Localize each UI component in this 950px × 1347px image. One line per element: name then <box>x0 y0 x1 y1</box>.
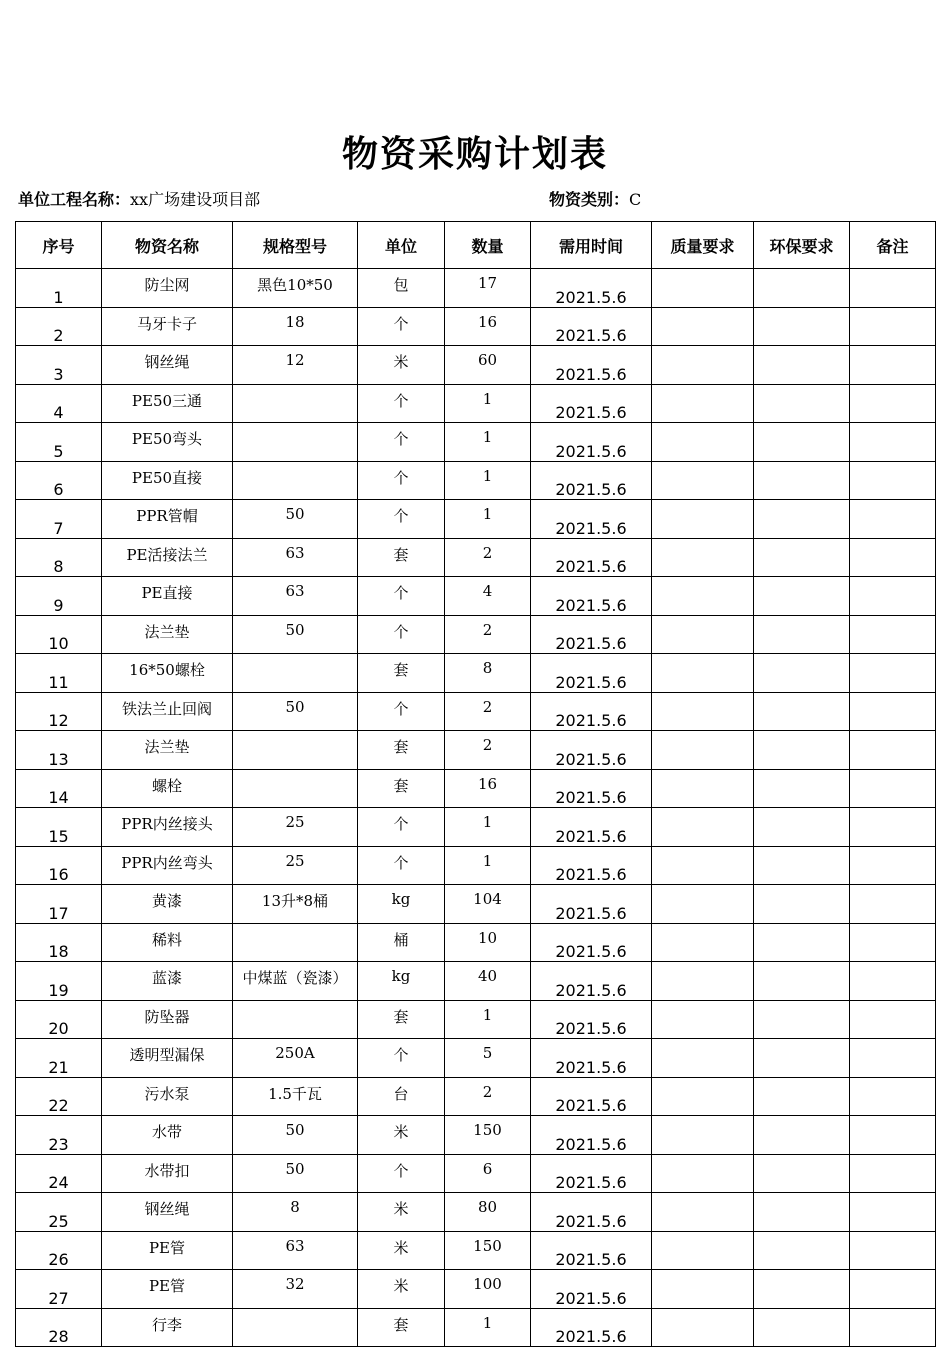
unit-cell: 套 <box>358 538 445 577</box>
remarks-cell <box>850 769 936 808</box>
category-value: C <box>629 190 642 209</box>
required-date-cell: 2021.5.6 <box>531 1000 652 1039</box>
table-row <box>16 384 936 423</box>
quantity-cell: 1 <box>445 384 531 423</box>
row-number-cell: 4 <box>16 384 102 423</box>
remarks-cell <box>850 1231 936 1270</box>
table-row <box>16 1000 936 1039</box>
required-date-cell: 2021.5.6 <box>531 384 652 423</box>
quality-requirement-cell <box>652 269 754 308</box>
procurement-table <box>15 221 936 1347</box>
spec-model-cell <box>233 923 358 962</box>
quality-requirement-cell <box>652 615 754 654</box>
project-label: 单位工程名称： <box>18 190 131 209</box>
quantity-cell: 2 <box>445 615 531 654</box>
material-name-cell: 防尘网 <box>102 269 233 308</box>
material-name-cell: 黄漆 <box>102 885 233 924</box>
material-name-cell: 行李 <box>102 1308 233 1347</box>
quantity-cell: 2 <box>445 731 531 770</box>
required-date-cell: 2021.5.6 <box>531 885 652 924</box>
quantity-cell: 60 <box>445 346 531 385</box>
row-number-cell: 20 <box>16 1000 102 1039</box>
row-number-cell: 27 <box>16 1270 102 1309</box>
remarks-cell <box>850 346 936 385</box>
material-name-cell: 透明型漏保 <box>102 1039 233 1078</box>
required-date-cell: 2021.5.6 <box>531 769 652 808</box>
remarks-cell <box>850 1116 936 1155</box>
spec-model-cell: 50 <box>233 1154 358 1193</box>
quality-requirement-cell <box>652 885 754 924</box>
required-date-cell: 2021.5.6 <box>531 1193 652 1232</box>
required-date-cell: 2021.5.6 <box>531 500 652 539</box>
row-number-cell: 2 <box>16 307 102 346</box>
column-header: 需用时间 <box>531 222 652 269</box>
column-header: 规格型号 <box>233 222 358 269</box>
quantity-cell: 16 <box>445 769 531 808</box>
quality-requirement-cell <box>652 808 754 847</box>
unit-cell: 桶 <box>358 923 445 962</box>
quality-requirement-cell <box>652 346 754 385</box>
row-number-cell: 25 <box>16 1193 102 1232</box>
row-number-cell: 19 <box>16 962 102 1001</box>
material-name-cell: 污水泵 <box>102 1077 233 1116</box>
remarks-cell <box>850 1308 936 1347</box>
environmental-requirement-cell <box>754 1270 850 1309</box>
quality-requirement-cell <box>652 461 754 500</box>
remarks-cell <box>850 731 936 770</box>
quantity-cell: 17 <box>445 269 531 308</box>
unit-cell: 个 <box>358 307 445 346</box>
unit-cell: kg <box>358 885 445 924</box>
required-date-cell: 2021.5.6 <box>531 692 652 731</box>
spec-model-cell: 50 <box>233 1116 358 1155</box>
table-body <box>16 269 936 1347</box>
material-name-cell: PE管 <box>102 1270 233 1309</box>
environmental-requirement-cell <box>754 885 850 924</box>
required-date-cell: 2021.5.6 <box>531 307 652 346</box>
environmental-requirement-cell <box>754 307 850 346</box>
remarks-cell <box>850 885 936 924</box>
table-row <box>16 461 936 500</box>
required-date-cell: 2021.5.6 <box>531 1116 652 1155</box>
spec-model-cell: 1.5千瓦 <box>233 1077 358 1116</box>
material-name-cell: PE50弯头 <box>102 423 233 462</box>
environmental-requirement-cell <box>754 269 850 308</box>
table-row <box>16 1077 936 1116</box>
column-header: 质量要求 <box>652 222 754 269</box>
environmental-requirement-cell <box>754 923 850 962</box>
environmental-requirement-cell <box>754 1193 850 1232</box>
table-row <box>16 1231 936 1270</box>
environmental-requirement-cell <box>754 577 850 616</box>
quality-requirement-cell <box>652 692 754 731</box>
quality-requirement-cell <box>652 577 754 616</box>
material-name-cell: PE50直接 <box>102 461 233 500</box>
material-name-cell: 螺栓 <box>102 769 233 808</box>
unit-cell: 个 <box>358 808 445 847</box>
environmental-requirement-cell <box>754 384 850 423</box>
table-row <box>16 346 936 385</box>
material-name-cell: 水带扣 <box>102 1154 233 1193</box>
row-number-cell: 22 <box>16 1077 102 1116</box>
remarks-cell <box>850 692 936 731</box>
environmental-requirement-cell <box>754 1231 850 1270</box>
required-date-cell: 2021.5.6 <box>531 1154 652 1193</box>
remarks-cell <box>850 1039 936 1078</box>
quantity-cell: 1 <box>445 423 531 462</box>
table-header-row <box>16 222 936 269</box>
row-number-cell: 7 <box>16 500 102 539</box>
remarks-cell <box>850 461 936 500</box>
column-header: 物资名称 <box>102 222 233 269</box>
material-name-cell: 铁法兰止回阀 <box>102 692 233 731</box>
unit-cell: 套 <box>358 731 445 770</box>
material-name-cell: 法兰垫 <box>102 731 233 770</box>
remarks-cell <box>850 615 936 654</box>
spec-model-cell: 32 <box>233 1270 358 1309</box>
unit-cell: 套 <box>358 1000 445 1039</box>
quantity-cell: 2 <box>445 1077 531 1116</box>
table-row <box>16 654 936 693</box>
required-date-cell: 2021.5.6 <box>531 577 652 616</box>
material-name-cell: 马牙卡子 <box>102 307 233 346</box>
table-row <box>16 885 936 924</box>
material-name-cell: PE50三通 <box>102 384 233 423</box>
spec-model-cell <box>233 731 358 770</box>
material-name-cell: 钢丝绳 <box>102 346 233 385</box>
table-row <box>16 1270 936 1309</box>
column-header: 单位 <box>358 222 445 269</box>
table-row <box>16 769 936 808</box>
remarks-cell <box>850 384 936 423</box>
required-date-cell: 2021.5.6 <box>531 1077 652 1116</box>
table-row <box>16 1308 936 1347</box>
spec-model-cell <box>233 461 358 500</box>
required-date-cell: 2021.5.6 <box>531 808 652 847</box>
remarks-cell <box>850 423 936 462</box>
environmental-requirement-cell <box>754 769 850 808</box>
quantity-cell: 16 <box>445 307 531 346</box>
remarks-cell <box>850 1000 936 1039</box>
quantity-cell: 1 <box>445 846 531 885</box>
page-title: 物资采购计划表 <box>341 133 608 175</box>
unit-cell: 套 <box>358 1308 445 1347</box>
unit-cell: 套 <box>358 769 445 808</box>
remarks-cell <box>850 1154 936 1193</box>
table-row <box>16 1154 936 1193</box>
quantity-cell: 104 <box>445 885 531 924</box>
quality-requirement-cell <box>652 923 754 962</box>
required-date-cell: 2021.5.6 <box>531 654 652 693</box>
environmental-requirement-cell <box>754 808 850 847</box>
table-row <box>16 538 936 577</box>
unit-cell: kg <box>358 962 445 1001</box>
quality-requirement-cell <box>652 769 754 808</box>
table-row <box>16 1039 936 1078</box>
row-number-cell: 23 <box>16 1116 102 1155</box>
material-name-cell: PPR内丝接头 <box>102 808 233 847</box>
quality-requirement-cell <box>652 654 754 693</box>
unit-cell: 个 <box>358 423 445 462</box>
row-number-cell: 16 <box>16 846 102 885</box>
row-number-cell: 26 <box>16 1231 102 1270</box>
unit-cell: 米 <box>358 1270 445 1309</box>
quantity-cell: 10 <box>445 923 531 962</box>
material-name-cell: 水带 <box>102 1116 233 1155</box>
quantity-cell: 1 <box>445 461 531 500</box>
required-date-cell: 2021.5.6 <box>531 731 652 770</box>
unit-cell: 个 <box>358 1039 445 1078</box>
material-name-cell: PE活接法兰 <box>102 538 233 577</box>
spec-model-cell <box>233 1000 358 1039</box>
spec-model-cell: 8 <box>233 1193 358 1232</box>
material-name-cell: 稀料 <box>102 923 233 962</box>
unit-cell: 套 <box>358 654 445 693</box>
remarks-cell <box>850 962 936 1001</box>
unit-cell: 米 <box>358 346 445 385</box>
unit-cell: 个 <box>358 846 445 885</box>
quality-requirement-cell <box>652 307 754 346</box>
quantity-cell: 5 <box>445 1039 531 1078</box>
project-name <box>18 187 260 210</box>
row-number-cell: 18 <box>16 923 102 962</box>
quality-requirement-cell <box>652 1270 754 1309</box>
environmental-requirement-cell <box>754 615 850 654</box>
row-number-cell: 5 <box>16 423 102 462</box>
environmental-requirement-cell <box>754 654 850 693</box>
table-row <box>16 692 936 731</box>
material-name-cell: 16*50螺栓 <box>102 654 233 693</box>
column-header: 备注 <box>850 222 936 269</box>
project-value: xx广场建设项目部 <box>130 190 261 209</box>
quantity-cell: 1 <box>445 1000 531 1039</box>
remarks-cell <box>850 538 936 577</box>
quantity-cell: 8 <box>445 654 531 693</box>
spec-model-cell: 250A <box>233 1039 358 1078</box>
quantity-cell: 6 <box>445 1154 531 1193</box>
environmental-requirement-cell <box>754 692 850 731</box>
unit-cell: 包 <box>358 269 445 308</box>
unit-cell: 米 <box>358 1116 445 1155</box>
environmental-requirement-cell <box>754 1308 850 1347</box>
row-number-cell: 21 <box>16 1039 102 1078</box>
remarks-cell <box>850 1270 936 1309</box>
quantity-cell: 40 <box>445 962 531 1001</box>
unit-cell: 个 <box>358 577 445 616</box>
spec-model-cell: 25 <box>233 846 358 885</box>
table-row <box>16 615 936 654</box>
spec-model-cell: 50 <box>233 500 358 539</box>
row-number-cell: 24 <box>16 1154 102 1193</box>
remarks-cell <box>850 1193 936 1232</box>
quality-requirement-cell <box>652 1231 754 1270</box>
material-name-cell: PE直接 <box>102 577 233 616</box>
unit-cell: 米 <box>358 1231 445 1270</box>
quality-requirement-cell <box>652 846 754 885</box>
row-number-cell: 13 <box>16 731 102 770</box>
quality-requirement-cell <box>652 384 754 423</box>
required-date-cell: 2021.5.6 <box>531 1039 652 1078</box>
environmental-requirement-cell <box>754 1116 850 1155</box>
row-number-cell: 14 <box>16 769 102 808</box>
quality-requirement-cell <box>652 962 754 1001</box>
required-date-cell: 2021.5.6 <box>531 1270 652 1309</box>
quality-requirement-cell <box>652 1000 754 1039</box>
quality-requirement-cell <box>652 1116 754 1155</box>
unit-cell: 个 <box>358 461 445 500</box>
remarks-cell <box>850 269 936 308</box>
unit-cell: 米 <box>358 1193 445 1232</box>
row-number-cell: 15 <box>16 808 102 847</box>
environmental-requirement-cell <box>754 1154 850 1193</box>
required-date-cell: 2021.5.6 <box>531 538 652 577</box>
quality-requirement-cell <box>652 1077 754 1116</box>
quantity-cell: 1 <box>445 500 531 539</box>
remarks-cell <box>850 808 936 847</box>
row-number-cell: 8 <box>16 538 102 577</box>
spec-model-cell: 63 <box>233 577 358 616</box>
environmental-requirement-cell <box>754 731 850 770</box>
required-date-cell: 2021.5.6 <box>531 615 652 654</box>
table-row <box>16 923 936 962</box>
unit-cell: 个 <box>358 1154 445 1193</box>
quality-requirement-cell <box>652 1193 754 1232</box>
table-row <box>16 731 936 770</box>
table-row <box>16 500 936 539</box>
column-header: 环保要求 <box>754 222 850 269</box>
required-date-cell: 2021.5.6 <box>531 962 652 1001</box>
spec-model-cell <box>233 769 358 808</box>
remarks-cell <box>850 846 936 885</box>
required-date-cell: 2021.5.6 <box>531 1308 652 1347</box>
required-date-cell: 2021.5.6 <box>531 461 652 500</box>
unit-cell: 个 <box>358 500 445 539</box>
environmental-requirement-cell <box>754 962 850 1001</box>
spec-model-cell: 12 <box>233 346 358 385</box>
material-name-cell: PE管 <box>102 1231 233 1270</box>
required-date-cell: 2021.5.6 <box>531 269 652 308</box>
quality-requirement-cell <box>652 1154 754 1193</box>
column-header: 序号 <box>16 222 102 269</box>
remarks-cell <box>850 577 936 616</box>
material-name-cell: PPR内丝弯头 <box>102 846 233 885</box>
table-row <box>16 808 936 847</box>
row-number-cell: 17 <box>16 885 102 924</box>
row-number-cell: 6 <box>16 461 102 500</box>
table-row <box>16 846 936 885</box>
spec-model-cell: 13升*8桶 <box>233 885 358 924</box>
required-date-cell: 2021.5.6 <box>531 346 652 385</box>
required-date-cell: 2021.5.6 <box>531 923 652 962</box>
quality-requirement-cell <box>652 731 754 770</box>
material-name-cell: 钢丝绳 <box>102 1193 233 1232</box>
category-label: 物资类别： <box>549 190 630 209</box>
row-number-cell: 3 <box>16 346 102 385</box>
spec-model-cell: 中煤蓝（瓷漆） <box>233 962 358 1001</box>
remarks-cell <box>850 654 936 693</box>
quantity-cell: 1 <box>445 808 531 847</box>
table-row <box>16 1116 936 1155</box>
unit-cell: 台 <box>358 1077 445 1116</box>
remarks-cell <box>850 923 936 962</box>
spec-model-cell: 25 <box>233 808 358 847</box>
quantity-cell: 150 <box>445 1116 531 1155</box>
table-row <box>16 269 936 308</box>
spec-model-cell <box>233 654 358 693</box>
row-number-cell: 11 <box>16 654 102 693</box>
unit-cell: 个 <box>358 692 445 731</box>
environmental-requirement-cell <box>754 1000 850 1039</box>
required-date-cell: 2021.5.6 <box>531 846 652 885</box>
environmental-requirement-cell <box>754 500 850 539</box>
unit-cell: 个 <box>358 615 445 654</box>
table-row <box>16 1193 936 1232</box>
remarks-cell <box>850 1077 936 1116</box>
quantity-cell: 150 <box>445 1231 531 1270</box>
row-number-cell: 28 <box>16 1308 102 1347</box>
spec-model-cell <box>233 1308 358 1347</box>
remarks-cell <box>850 307 936 346</box>
quality-requirement-cell <box>652 500 754 539</box>
spec-model-cell: 63 <box>233 538 358 577</box>
material-name-cell: 蓝漆 <box>102 962 233 1001</box>
required-date-cell: 2021.5.6 <box>531 1231 652 1270</box>
environmental-requirement-cell <box>754 346 850 385</box>
material-name-cell: 防坠器 <box>102 1000 233 1039</box>
material-name-cell: 法兰垫 <box>102 615 233 654</box>
row-number-cell: 10 <box>16 615 102 654</box>
spec-model-cell: 50 <box>233 692 358 731</box>
environmental-requirement-cell <box>754 846 850 885</box>
quality-requirement-cell <box>652 1308 754 1347</box>
environmental-requirement-cell <box>754 1039 850 1078</box>
table-row <box>16 962 936 1001</box>
quantity-cell: 100 <box>445 1270 531 1309</box>
environmental-requirement-cell <box>754 423 850 462</box>
unit-cell: 个 <box>358 384 445 423</box>
quantity-cell: 1 <box>445 1308 531 1347</box>
spec-model-cell: 50 <box>233 615 358 654</box>
spec-model-cell <box>233 423 358 462</box>
required-date-cell: 2021.5.6 <box>531 423 652 462</box>
table-row <box>16 577 936 616</box>
material-category <box>549 187 641 210</box>
row-number-cell: 9 <box>16 577 102 616</box>
quality-requirement-cell <box>652 1039 754 1078</box>
material-name-cell: PPR管帽 <box>102 500 233 539</box>
spec-model-cell: 63 <box>233 1231 358 1270</box>
table-row <box>16 307 936 346</box>
table-row <box>16 423 936 462</box>
spec-model-cell: 黑色10*50 <box>233 269 358 308</box>
quality-requirement-cell <box>652 538 754 577</box>
spec-model-cell <box>233 384 358 423</box>
environmental-requirement-cell <box>754 1077 850 1116</box>
column-header: 数量 <box>445 222 531 269</box>
quantity-cell: 4 <box>445 577 531 616</box>
quantity-cell: 80 <box>445 1193 531 1232</box>
row-number-cell: 12 <box>16 692 102 731</box>
quantity-cell: 2 <box>445 692 531 731</box>
environmental-requirement-cell <box>754 538 850 577</box>
row-number-cell: 1 <box>16 269 102 308</box>
remarks-cell <box>850 500 936 539</box>
quality-requirement-cell <box>652 423 754 462</box>
environmental-requirement-cell <box>754 461 850 500</box>
quantity-cell: 2 <box>445 538 531 577</box>
spec-model-cell: 18 <box>233 307 358 346</box>
